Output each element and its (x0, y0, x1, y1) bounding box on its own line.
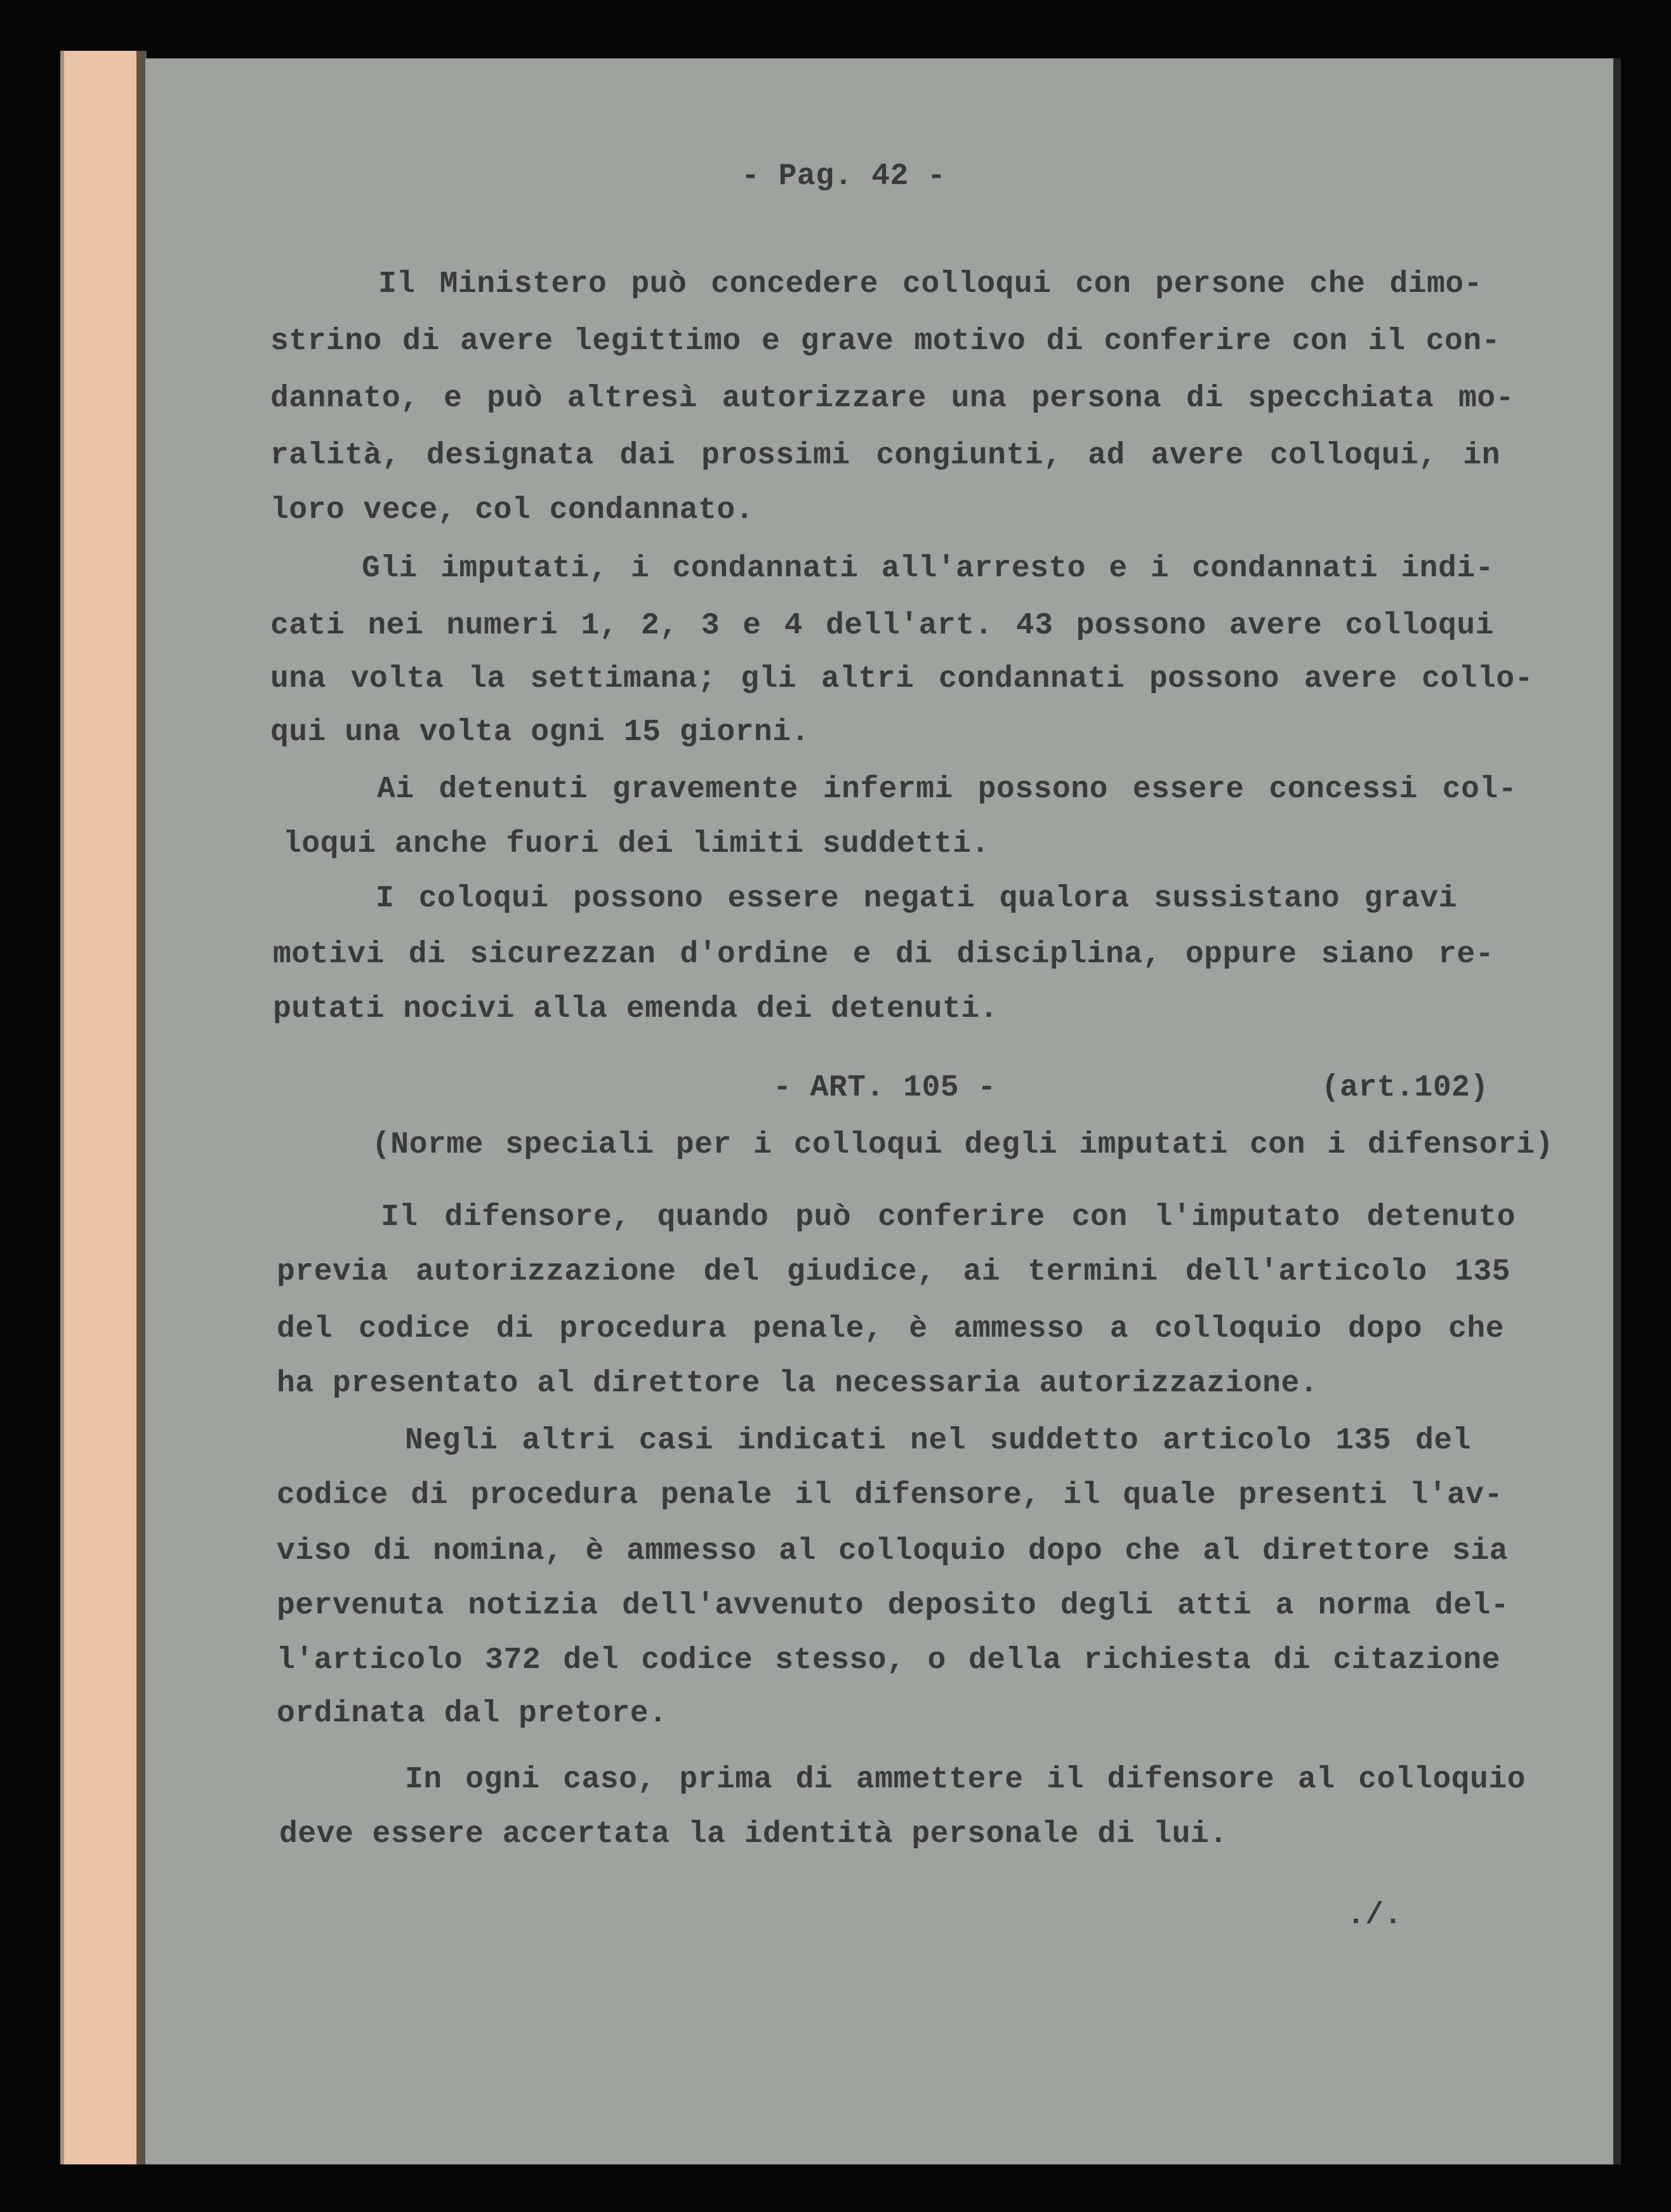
text-line: loqui anche fuori dei limiti suddetti. (283, 827, 990, 861)
text-line: previa autorizzazione del giudice, ai termini dell'articolo 135 (277, 1255, 1510, 1289)
text-line: ha presentato al direttore la necessaria autorizzazione. (277, 1367, 1319, 1401)
continuation-mark: ./. (1347, 1898, 1403, 1933)
page-number: - Pag. 42 - (741, 159, 946, 194)
text-line: cati nei numeri 1, 2, 3 e 4 dell'art. 43 possono avere colloqui (270, 609, 1494, 643)
article-reference: (art.102) (1321, 1071, 1489, 1105)
text-line: dannato, e può altresì autorizzare una persona di specchiata mo- (270, 381, 1514, 416)
text-line: del codice di procedura penale, è ammesso a colloquio dopo che (277, 1312, 1504, 1346)
text-line: ordinata dal pretore. (277, 1697, 668, 1731)
text-line: In ogni caso, prima di ammettere il difensore al colloquio (405, 1763, 1526, 1797)
text-line: l'articolo 372 del codice stesso, o della richiesta di citazione (277, 1643, 1500, 1678)
text-line: loro vece, col condannato. (270, 493, 754, 527)
page-right-border (1613, 58, 1621, 2164)
text-line: una volta la settimana; gli altri condannati possono avere collo- (270, 662, 1533, 696)
text-line: ralità, designata dai prossimi congiunti, ad avere colloqui, in (270, 439, 1500, 473)
text-line: deve essere accertata la identità personale di lui. (279, 1817, 1228, 1851)
text-line: codice di procedura penale il difensore, il quale presenti l'av- (277, 1478, 1503, 1513)
text-line: Negli altri casi indicati nel suddetto articolo 135 del (405, 1424, 1471, 1458)
text-line: I coloqui possono essere negati qualora sussistano gravi (376, 882, 1457, 916)
text-line: Ai detenuti gravemente infermi possono essere concessi col- (377, 772, 1517, 807)
text-line: Gli imputati, i condannati all'arresto e i condannati indi- (362, 552, 1494, 586)
text-line: motivi di sicurezzan d'ordine e di disciplina, oppure siano re- (273, 937, 1494, 972)
cardboard-edge (60, 51, 140, 2164)
article-heading: - ART. 105 - (773, 1071, 996, 1105)
text-line: putati nocivi alla emenda dei detenuti. (273, 992, 998, 1026)
text-line: viso di nomina, è ammesso al colloquio dopo che al direttore sia (277, 1534, 1508, 1568)
text-line: strino di avere legittimo e grave motivo di conferire con il con- (270, 324, 1500, 359)
text-line: pervenuta notizia dell'avvenuto deposito degli atti a norma del- (277, 1589, 1509, 1623)
article-subtitle: (Norme speciali per i colloqui degli imputati con i difensori) (372, 1128, 1554, 1162)
text-line: Il Ministero può concedere colloqui con persone che dimo- (378, 267, 1483, 301)
text-line: Il difensore, quando può conferire con l'imputato detenuto (381, 1200, 1516, 1235)
text-line: qui una volta ogni 15 giorni. (270, 715, 810, 750)
